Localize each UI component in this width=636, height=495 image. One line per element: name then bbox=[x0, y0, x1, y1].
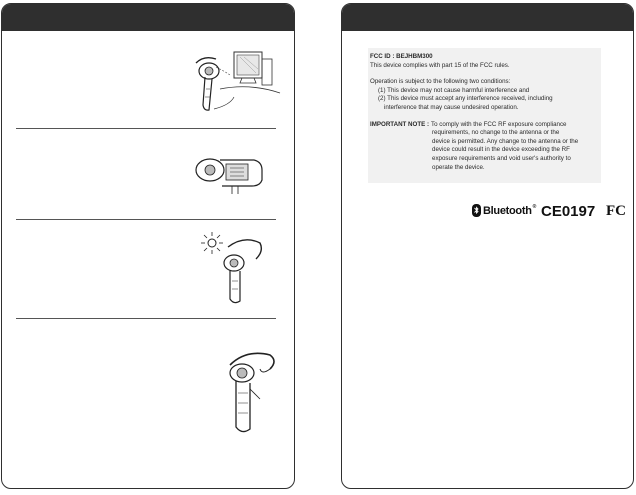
fcc-statement-text bbox=[370, 53, 610, 172]
headset-ear-hook-icon bbox=[220, 349, 280, 435]
bluetooth-rune-icon bbox=[472, 204, 481, 217]
right-page-header bbox=[342, 4, 633, 31]
registered-mark: ® bbox=[532, 203, 537, 210]
headset-charging-icon bbox=[192, 150, 268, 196]
note-line-2: requirements, no change to the antenna or the bbox=[432, 129, 560, 137]
ce-mark-logo: CE0197 bbox=[541, 203, 596, 220]
headset-indicator-light-icon bbox=[198, 229, 268, 307]
fcc-compliance: This device complies with part 15 of the FCC rules. bbox=[370, 61, 510, 69]
condition-2-line2: interference that may cause undesired operation. bbox=[384, 103, 519, 111]
important-note-label: IMPORTANT NOTE : bbox=[370, 120, 430, 128]
left-page bbox=[1, 3, 295, 489]
certification-logos bbox=[472, 202, 632, 222]
note-line-6: operate the device. bbox=[432, 163, 485, 171]
right-page bbox=[341, 3, 634, 489]
note-line-4: device could result in the device exceeding the RF bbox=[432, 146, 570, 154]
condition-2-line1: (2) This device must accept any interference received, including bbox=[378, 95, 553, 103]
section-divider bbox=[16, 219, 276, 220]
note-line-5: exposure requirements and void user's authority to bbox=[432, 154, 571, 162]
bluetooth-wordmark: Bluetooth bbox=[483, 204, 532, 217]
bluetooth-logo bbox=[472, 204, 536, 217]
section-divider bbox=[16, 128, 276, 129]
fcc-logo: FC bbox=[606, 203, 626, 219]
note-line-1: To comply with the FCC RF exposure compliance bbox=[431, 120, 567, 128]
fcc-id: FCC ID : BEJHBM300 bbox=[370, 53, 433, 60]
headset-pairing-computer-icon bbox=[190, 49, 282, 117]
section-divider bbox=[16, 318, 276, 319]
operation-intro: Operation is subject to the following two conditions: bbox=[370, 78, 511, 86]
condition-1: (1) This device may not cause harmful interference and bbox=[378, 86, 530, 94]
left-page-header bbox=[2, 4, 294, 31]
note-line-3: device is permitted. Any change to the antenna or the bbox=[432, 137, 579, 145]
